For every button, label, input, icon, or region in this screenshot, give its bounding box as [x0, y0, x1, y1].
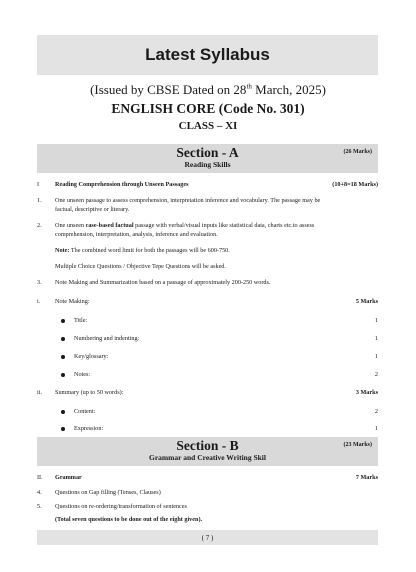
class-label: CLASS – XI	[178, 120, 238, 132]
section-b-marks: (23 Marks)	[343, 442, 372, 448]
item-marks: (10+8=18 Marks)	[332, 181, 378, 188]
bullet-value: 1	[374, 335, 378, 342]
item-heading: Grammar	[55, 474, 82, 481]
bullet-label: Notes:	[74, 371, 91, 378]
item-text	[55, 222, 378, 230]
item-number: I	[37, 181, 40, 188]
item-number: 5.	[37, 503, 42, 510]
bullet-icon	[61, 410, 65, 414]
item-text: factual, descriptive or literary.	[55, 206, 130, 213]
bullet-value: 2	[374, 371, 378, 378]
bullet-label: Title:	[74, 317, 88, 324]
text-part: passage with verbal/visual inputs like statistical data, charts etc.to assess	[133, 222, 315, 229]
issued-text-end: March, 2025)	[251, 82, 326, 97]
item-marks: 7 Marks	[355, 474, 378, 481]
note-body: The combined word limit for both the passages will be 600-750.	[69, 247, 230, 254]
bullet-label: Content:	[74, 408, 96, 415]
item-text: Note Making and Summarization based on a passage of approximately 200-250 words.	[55, 279, 271, 286]
bullet-icon	[61, 355, 65, 359]
text-bold: case-based factual	[85, 222, 134, 229]
item-text: Questions on Gap filling (Tenses, Clauses)	[55, 489, 161, 496]
total-text: (Total seven questions to be done out of the eight given).	[55, 516, 203, 523]
section-b-banner	[37, 437, 378, 466]
bullet-value: 2	[374, 408, 378, 415]
section-a-title: Section - A	[176, 145, 239, 160]
item-text: One unseen passage to assess comprehension, interpretation inference and vocabulary. The passage may be	[55, 197, 321, 204]
item-number: 4.	[37, 489, 42, 496]
bullet-label: Numbering and indenting:	[74, 335, 140, 342]
course-title: ENGLISH CORE (Code No. 301)	[111, 101, 305, 116]
item-heading: Reading Comprehension through Unseen Passages	[55, 181, 189, 188]
item-text: Summary (up to 50 words):	[55, 389, 124, 396]
item-marks: 5 Marks	[355, 298, 378, 305]
item-text: comprehension, interpretation, analysis, inference and evaluation.	[55, 231, 218, 238]
bullet-value: 1	[374, 353, 378, 360]
bullet-icon	[61, 373, 65, 377]
item-number: 1.	[37, 197, 42, 204]
item-number: 2.	[37, 222, 42, 229]
item-number: ii.	[37, 389, 42, 396]
item-text: Questions on re-ordering/transformation of sentences	[55, 503, 187, 510]
page-number-bar	[37, 530, 378, 545]
section-a-subtitle: Reading Skills	[184, 160, 231, 169]
page-number: ( 7 )	[201, 533, 214, 542]
issued-sup: th	[246, 82, 252, 91]
bullet-value: 1	[374, 317, 378, 324]
text-part: One unseen	[55, 222, 86, 229]
bullet-icon	[61, 427, 65, 431]
mcq-text: Multiple Choice Questions / Objective Tepe Questions will be asked.	[55, 263, 226, 270]
title-banner	[37, 35, 378, 75]
item-marks: 3 Marks	[355, 389, 378, 396]
bullet-icon	[61, 319, 65, 323]
section-b-title: Section - B	[176, 438, 239, 453]
bullet-value: 1	[374, 425, 378, 432]
bullet-label: Key/glossary:	[74, 353, 109, 360]
issued-line	[0, 82, 416, 98]
section-a-marks: (26 Marks)	[343, 149, 372, 155]
bullet-icon	[61, 337, 65, 341]
note-text	[55, 247, 378, 255]
item-number: II.	[37, 474, 43, 481]
section-a-banner	[37, 144, 378, 173]
item-number: i.	[37, 298, 41, 305]
page-title: Latest Syllabus	[145, 45, 270, 64]
issued-text: (Issued by CBSE Dated on 28	[90, 82, 247, 97]
note-label: Note:	[55, 247, 70, 254]
item-text: Note Making:	[55, 298, 90, 305]
section-b-subtitle: Grammar and Creative Writing Skil	[149, 453, 266, 462]
item-number: 3.	[37, 279, 42, 286]
bullet-label: Expression:	[74, 425, 104, 432]
